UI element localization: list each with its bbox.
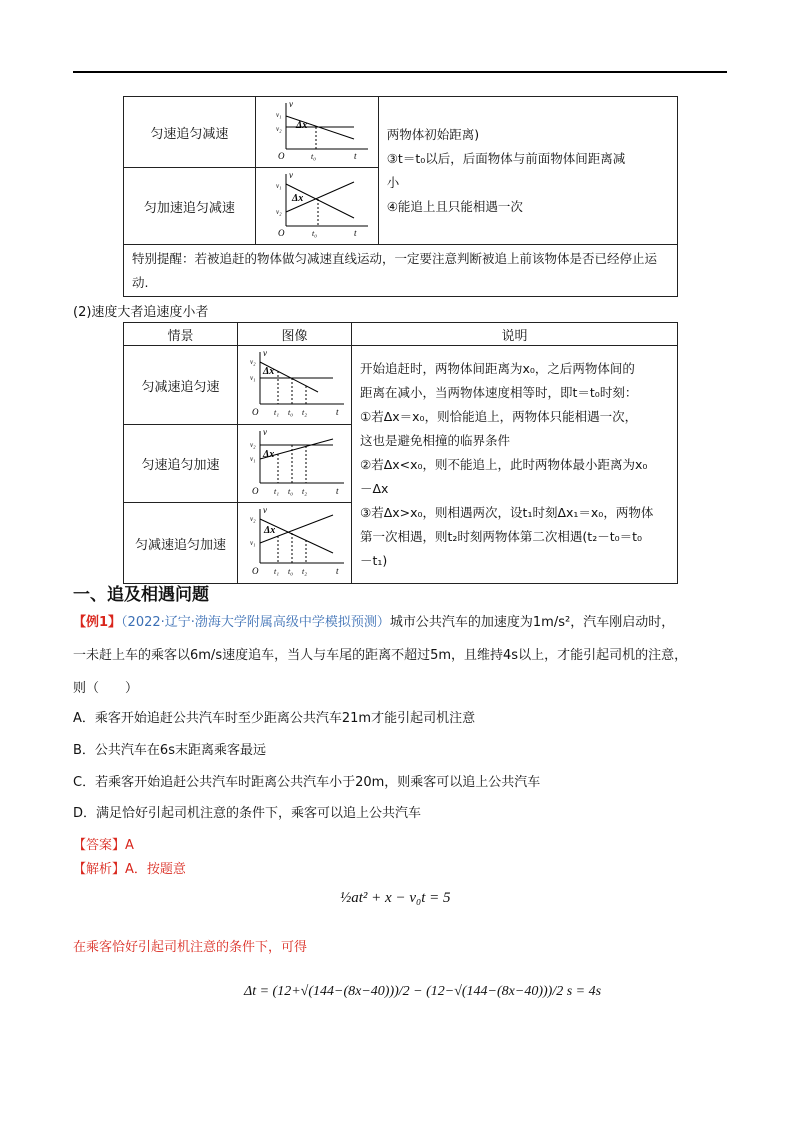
graph-uniform-chase-accel [238, 425, 351, 498]
svg-text:t₁: t₁ [274, 408, 280, 417]
table2-header-scene: 情景 [124, 323, 238, 346]
equation-1: ½at² + x − v₀t = 5 [340, 890, 451, 906]
top-rule [73, 71, 727, 73]
svg-text:t₁: t₁ [274, 567, 280, 576]
graph-decel-chase-uniform [238, 346, 351, 420]
graph-accel-chase-decel [256, 168, 378, 240]
svg-text:O: O [252, 566, 259, 576]
table2-scene-3: 匀减速追匀加速 [124, 503, 238, 584]
svg-text:v₂: v₂ [250, 515, 256, 523]
condition-line: 在乘客恰好引起司机注意的条件下，可得 [73, 940, 308, 955]
table1-scene-2: 匀加速追匀减速 [124, 168, 256, 245]
table2-graph-3 [238, 503, 352, 584]
svg-text:t₀: t₀ [288, 487, 294, 496]
svg-text:t: t [336, 486, 339, 496]
svg-text:t₂: t₂ [302, 408, 308, 417]
section2-label: (2)速度大者追速度小者 [73, 305, 209, 320]
svg-text:v₁: v₁ [275, 111, 282, 119]
option-a: A．乘客开始追赶公共汽车时至少距离公共汽车21m才能引起司机注意 [73, 711, 476, 726]
table2-header-notes: 说明 [352, 323, 678, 346]
example-source: （2022·辽宁·渤海大学附属高级中学模拟预测） [121, 615, 390, 630]
svg-text:v₁: v₁ [250, 374, 256, 382]
svg-text:t₀: t₀ [288, 567, 294, 576]
table1-notes: 两物体初始距离) ③t＝t₀以后，后面物体与前面物体间距离减 小 ④能追上且只能相遇一次 [378, 97, 677, 245]
svg-text:t: t [336, 407, 339, 417]
svg-text:t: t [353, 151, 357, 161]
answer: 【答案】A [73, 838, 134, 853]
graph-uniform-chase-decel [256, 97, 378, 163]
table1-tip: 特别提醒：若被追赶的物体做匀减速直线运动，一定要注意判断被追上前该物体是否已经停止运动. [124, 245, 678, 297]
svg-text:v: v [288, 99, 293, 109]
table2-scene-1: 匀减速追匀速 [124, 346, 238, 425]
svg-text:O: O [277, 228, 285, 238]
svg-text:v: v [263, 505, 267, 515]
table1-graph-2 [255, 168, 378, 245]
table2-header-graph: 图像 [238, 323, 352, 346]
table2-notes: 开始追赶时，两物体间距离为x₀，之后两物体间的 距离在减小，当两物体速度相等时，即t＝t₀时刻： ①若Δx＝x₀，则恰能追上，两物体只能相遇一次， 这也是避免相撞的临界条件 ②若Δx<x₀，则不能追上，此时两物体最小距离为x₀ －Δx ③若Δx>x₀，则相遇两次，设t₁时刻Δx₁＝x₀，两物体 第一次相遇，则t₂时刻两物体第二次相遇(t₂－t₀＝t₀ －t₁) [352, 346, 678, 584]
svg-text:O: O [252, 407, 259, 417]
table1-scene-1: 匀速追匀减速 [124, 97, 256, 168]
svg-text:t: t [336, 566, 339, 576]
svg-text:v: v [288, 170, 293, 180]
svg-text:v₁: v₁ [250, 539, 256, 547]
svg-text:v₂: v₂ [250, 441, 256, 449]
svg-text:t₀: t₀ [311, 229, 317, 238]
svg-text:v₂: v₂ [275, 125, 282, 133]
svg-text:Δx: Δx [263, 366, 275, 377]
svg-text:t: t [353, 228, 357, 238]
table2-graph-2 [238, 425, 352, 503]
graph-decel-chase-accel [238, 503, 351, 579]
svg-text:v: v [263, 427, 267, 437]
svg-text:v₂: v₂ [275, 208, 282, 216]
svg-text:O: O [252, 486, 259, 496]
svg-text:Δx: Δx [291, 193, 303, 204]
example-stem-line2: 一未赶上车的乘客以6m/s速度追车，当人与车尾的距离不超过5m，且维持4s以上，才能引起司机的注意， [73, 648, 688, 663]
svg-text:t₂: t₂ [302, 487, 308, 496]
svg-text:v₂: v₂ [250, 358, 256, 366]
example-stem-line3: 则（ ） [73, 681, 139, 696]
equation-2: Δt = (12+√(144−(8x−40)))/2 − (12−√(144−(8x−40)))/2 s = 4s [244, 984, 602, 999]
svg-text:O: O [277, 151, 285, 161]
table1-graph-1 [255, 97, 378, 168]
svg-text:t₀: t₀ [288, 408, 294, 417]
svg-text:v₁: v₁ [275, 182, 282, 190]
svg-text:v: v [263, 348, 267, 358]
option-c: C．若乘客开始追赶公共汽车时距离公共汽车小于20m，则乘客可以追上公共汽车 [73, 775, 541, 790]
svg-text:v₁: v₁ [250, 455, 256, 463]
example-stem-line1: 【例1】（2022·辽宁·渤海大学附属高级中学模拟预测）城市公共汽车的加速度为1m/s²，汽车刚启动时， [73, 615, 675, 630]
table-1 [123, 96, 678, 297]
svg-text:t₁: t₁ [274, 487, 280, 496]
table2-scene-2: 匀速追匀加速 [124, 425, 238, 503]
svg-text:Δx: Δx [264, 525, 276, 536]
section-title: 一、追及相遇问题 [73, 585, 209, 605]
svg-text:Δx: Δx [295, 120, 307, 131]
table-2 [123, 322, 678, 584]
svg-text:Δx: Δx [263, 449, 275, 460]
svg-text:t₀: t₀ [310, 152, 316, 161]
table2-graph-1 [238, 346, 352, 425]
option-b: B．公共汽车在6s末距离乘客最远 [73, 743, 266, 758]
option-d: D．满足恰好引起司机注意的条件下，乘客可以追上公共汽车 [73, 806, 422, 821]
svg-text:t₂: t₂ [302, 567, 308, 576]
analysis-line: 【解析】A．按题意 [73, 862, 186, 877]
